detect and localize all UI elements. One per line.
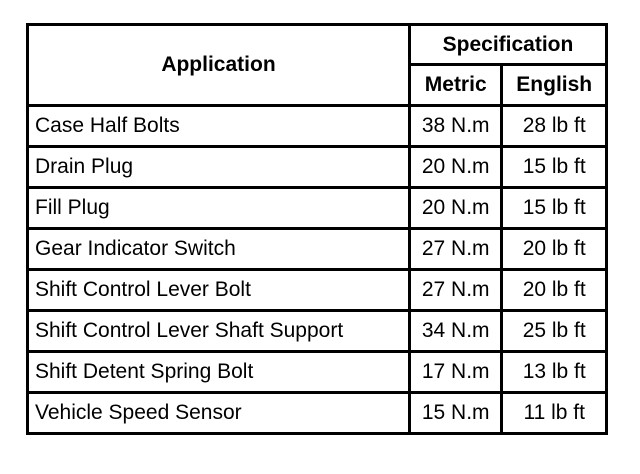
table-row bbox=[28, 352, 607, 393]
application-cell: Shift Control Lever Shaft Support bbox=[28, 311, 410, 352]
header-row-top bbox=[28, 25, 607, 65]
english-cell: 20 lb ft bbox=[502, 270, 607, 311]
application-cell: Fill Plug bbox=[28, 188, 410, 229]
metric-header: Metric bbox=[409, 65, 501, 106]
table-row bbox=[28, 106, 607, 147]
table-row bbox=[28, 188, 607, 229]
application-header: Application bbox=[28, 25, 410, 106]
english-cell: 25 lb ft bbox=[502, 311, 607, 352]
metric-cell: 27 N.m bbox=[409, 270, 501, 311]
table-row bbox=[28, 311, 607, 352]
application-cell: Case Half Bolts bbox=[28, 106, 410, 147]
table-row bbox=[28, 147, 607, 188]
english-cell: 20 lb ft bbox=[502, 229, 607, 270]
table-row bbox=[28, 229, 607, 270]
metric-cell: 15 N.m bbox=[409, 393, 501, 434]
application-cell: Vehicle Speed Sensor bbox=[28, 393, 410, 434]
application-cell: Shift Detent Spring Bolt bbox=[28, 352, 410, 393]
application-cell: Drain Plug bbox=[28, 147, 410, 188]
table-row bbox=[28, 393, 607, 434]
metric-cell: 20 N.m bbox=[409, 188, 501, 229]
english-cell: 11 lb ft bbox=[502, 393, 607, 434]
metric-cell: 34 N.m bbox=[409, 311, 501, 352]
table-row bbox=[28, 270, 607, 311]
torque-spec-table bbox=[26, 23, 608, 435]
metric-cell: 38 N.m bbox=[409, 106, 501, 147]
application-cell: Gear Indicator Switch bbox=[28, 229, 410, 270]
english-cell: 15 lb ft bbox=[502, 147, 607, 188]
metric-cell: 27 N.m bbox=[409, 229, 501, 270]
english-header: English bbox=[502, 65, 607, 106]
english-cell: 28 lb ft bbox=[502, 106, 607, 147]
application-cell: Shift Control Lever Bolt bbox=[28, 270, 410, 311]
metric-cell: 17 N.m bbox=[409, 352, 501, 393]
specification-header: Specification bbox=[409, 25, 606, 65]
english-cell: 15 lb ft bbox=[502, 188, 607, 229]
metric-cell: 20 N.m bbox=[409, 147, 501, 188]
english-cell: 13 lb ft bbox=[502, 352, 607, 393]
